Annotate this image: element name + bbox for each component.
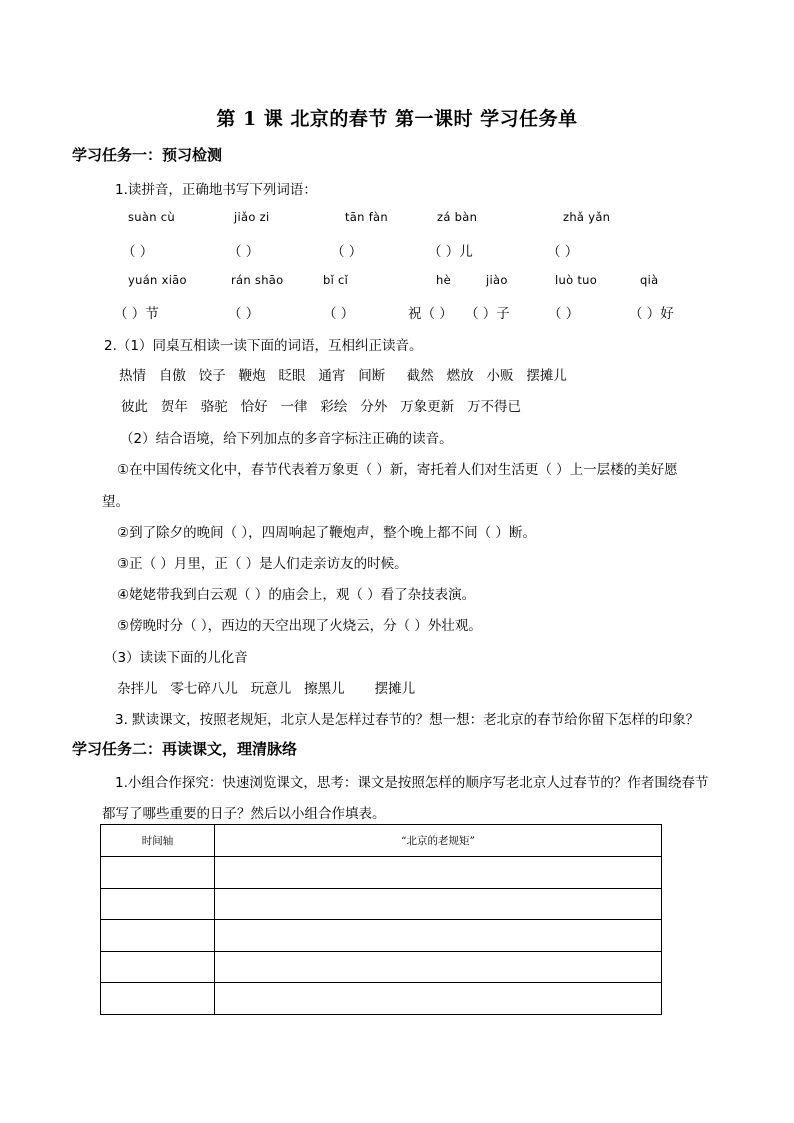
erhua-item: 零七碎八儿 — [170, 681, 238, 697]
word-list-row2 — [121, 395, 521, 415]
word-item: 恰好 — [240, 399, 268, 415]
table-row — [101, 951, 662, 983]
pinyin-item: suàn cù — [128, 210, 175, 224]
q1-prompt: 1.读拼音，正确地书写下列词语： — [115, 182, 317, 198]
pinyin-item: jiào — [486, 273, 508, 287]
pinyin-item: zá bàn — [437, 210, 478, 224]
pinyin-item: jiǎo zi — [234, 210, 270, 224]
table-cell[interactable] — [101, 920, 215, 952]
pinyin-item: qià — [640, 273, 659, 287]
word-item: 摆摊儿 — [526, 368, 567, 384]
answer-blank[interactable]: 祝（ ） — [408, 306, 453, 322]
pinyin-item: tān fàn — [345, 210, 388, 224]
word-item: 通宵 — [318, 368, 346, 384]
table-cell[interactable] — [215, 983, 662, 1015]
word-item: 热情 — [119, 368, 146, 384]
table-header-customs: “北京的老规矩” — [215, 825, 662, 857]
sentence-2: ②到了除夕的晚间（ ），四周响起了鞭炮声，整个晚上都不间（ ）断。 — [117, 525, 536, 541]
table-header-row — [101, 825, 662, 857]
table-cell[interactable] — [101, 888, 215, 920]
q2-part3: （3）读读下面的儿化音 — [104, 650, 248, 666]
answer-blank[interactable]: （ ） — [548, 306, 580, 322]
table-cell[interactable] — [215, 857, 662, 889]
table-row — [101, 920, 662, 952]
q2-part1: 2.（1）同桌互相读一读下面的词语，互相纠正读音。 — [104, 338, 423, 354]
word-item: 彼此 — [121, 399, 148, 415]
answer-blank[interactable]: （ ） — [331, 244, 363, 260]
word-item: 万不得已 — [467, 399, 521, 415]
answer-blank[interactable]: （ ） — [323, 306, 355, 322]
table-header-timeline: 时间轴 — [101, 825, 215, 857]
word-item: 彩绘 — [320, 399, 348, 415]
answer-blank[interactable]: （ ）好 — [629, 306, 674, 322]
timeline-table — [100, 824, 662, 1015]
word-item: 燃放 — [446, 368, 474, 384]
word-item: 骆驼 — [200, 399, 228, 415]
table-cell[interactable] — [101, 951, 215, 983]
table-cell[interactable] — [215, 920, 662, 952]
page-title: 第 1 课 北京的春节 第一课时 学习任务单 — [216, 108, 578, 130]
erhua-item: 摆摊儿 — [374, 681, 416, 697]
erhua-item: 擦黑儿 — [304, 681, 345, 697]
answer-blank[interactable]: （ ） — [228, 244, 260, 260]
table-cell[interactable] — [101, 857, 215, 889]
answer-blank[interactable]: （ ） — [228, 306, 260, 322]
erhua-list — [117, 677, 415, 697]
answer-blank[interactable]: （ ） — [547, 244, 579, 260]
q2-part2: （2）结合语境，给下列加点的多音字标注正确的读音。 — [120, 431, 453, 447]
task2-q1b: 都写了哪些重要的日子？然后以小组合作填表。 — [102, 806, 386, 822]
erhua-item: 杂拌儿 — [117, 681, 158, 697]
sentence-4: ④姥姥带我到白云观（ ）的庙会上，观（ ）看了杂技表演。 — [117, 587, 476, 603]
pinyin-item: hè — [436, 273, 451, 287]
word-item: 小贩 — [486, 368, 514, 384]
word-item: 饺子 — [198, 368, 226, 384]
table-cell[interactable] — [101, 983, 215, 1015]
word-item: 贺年 — [160, 399, 188, 415]
answer-blank[interactable]: （ ）节 — [114, 306, 159, 322]
task2-q1a: 1.小组合作探究：快速浏览课文，思考：课文是按照怎样的顺序写老北京人过春节的？作者围绕春节 — [115, 775, 709, 791]
word-item: 间断 — [358, 368, 386, 384]
pinyin-item: zhǎ yǎn — [563, 210, 611, 224]
word-item: 分外 — [360, 399, 388, 415]
answer-blank[interactable]: （ ）子 — [465, 306, 510, 322]
sentence-3: ③正（ ）月里，正（ ）是人们走亲访友的时候。 — [117, 556, 408, 572]
pinyin-item: rán shāo — [231, 273, 284, 287]
pinyin-item: bǐ cǐ — [323, 273, 349, 287]
table-cell[interactable] — [215, 888, 662, 920]
table-row — [101, 857, 662, 889]
q3: 3. 默读课文，按照老规矩，北京人是怎样过春节的？想一想：老北京的春节给你留下怎样的印象？ — [115, 712, 700, 728]
table-row — [101, 983, 662, 1015]
answer-blank[interactable]: （ ） — [122, 244, 154, 260]
table-cell[interactable] — [215, 951, 662, 983]
sentence-1a: ①在中国传统文化中，春节代表着万象更（ ）新，寄托着人们对生活更（ ）上一层楼的美好愿 — [117, 462, 678, 478]
word-item: 鞭炮 — [238, 368, 266, 384]
word-item: 万象更新 — [400, 399, 455, 415]
sentence-5: ⑤傍晚时分（ ），西边的天空出现了火烧云，分（ ）外壮观。 — [117, 618, 482, 634]
answer-blank[interactable]: （ ）儿 — [428, 244, 473, 260]
task1-heading: 学习任务一：预习检测 — [72, 146, 223, 164]
word-list-row1 — [119, 364, 567, 384]
table-row — [101, 888, 662, 920]
sentence-1b: 望。 — [102, 494, 129, 510]
task2-heading: 学习任务二：再读课文，理清脉络 — [72, 740, 298, 758]
word-item: 眨眼 — [278, 368, 306, 384]
word-item: 截然 — [406, 368, 434, 384]
pinyin-item: luò tuo — [555, 273, 598, 287]
erhua-item: 玩意儿 — [250, 681, 292, 697]
pinyin-item: yuán xiāo — [128, 273, 187, 287]
word-item: 一律 — [280, 399, 308, 415]
word-item: 自傲 — [158, 368, 186, 384]
